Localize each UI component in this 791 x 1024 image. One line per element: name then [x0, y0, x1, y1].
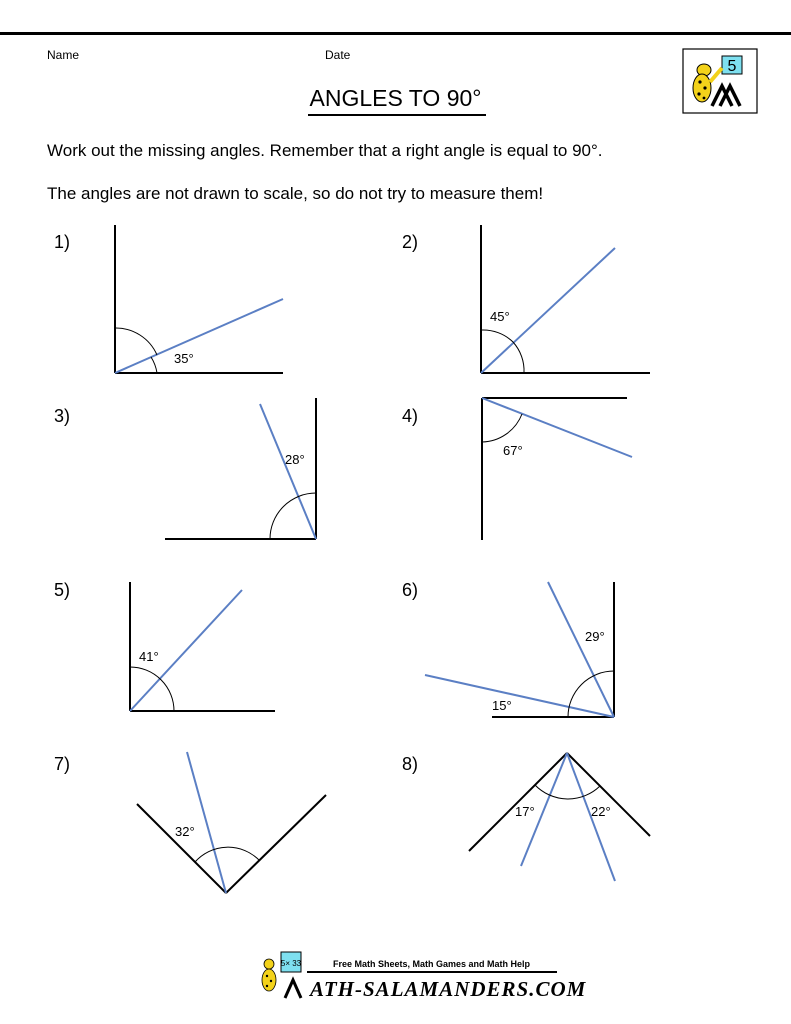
- q3-angle-label: 28°: [285, 452, 305, 467]
- name-label: Name: [47, 48, 80, 62]
- figure-3: [165, 398, 316, 539]
- date-label: Date: [325, 48, 351, 62]
- q1-angle-label: 35°: [174, 351, 194, 366]
- figure-1: [115, 225, 283, 373]
- instruction-line-2: The angles are not drawn to scale, so do not try to measure them!: [47, 184, 544, 203]
- question-8-number: 8): [402, 754, 419, 774]
- figure-4: [482, 398, 632, 540]
- q8-angle-label-a: 17°: [515, 804, 535, 819]
- footer-rule: [307, 971, 557, 973]
- q8-angle-label-b: 22°: [591, 804, 611, 819]
- q4-angle-label: 67°: [503, 443, 523, 458]
- figure-5: [130, 582, 275, 711]
- footer-brand: ATH-SALAMANDERS.COM: [310, 977, 587, 1001]
- q2-angle-label: 45°: [490, 309, 510, 324]
- page-title: ANGLES TO 90°: [309, 85, 482, 111]
- question-1-number: 1): [54, 232, 71, 252]
- q7-angle-label: 32°: [175, 824, 195, 839]
- figure-8: [469, 753, 650, 881]
- grade-badge-text: 5: [727, 58, 737, 75]
- figure-7: [137, 752, 326, 893]
- question-3-number: 3): [54, 406, 71, 426]
- question-4-number: 4): [402, 406, 419, 426]
- question-6-number: 6): [402, 580, 419, 600]
- footer-tagline: Free Math Sheets, Math Games and Math Help: [333, 959, 531, 969]
- question-7-number: 7): [54, 754, 71, 774]
- footer-logo-badge: 5× 33: [280, 959, 302, 968]
- q5-angle-label: 41°: [139, 649, 159, 664]
- footer-salamander-icon: [259, 950, 307, 1002]
- figure-2: [481, 225, 650, 373]
- question-2-number: 2): [402, 232, 419, 252]
- figure-6: [425, 582, 614, 717]
- instruction-line-1: Work out the missing angles. Remember that a right angle is equal to 90°.: [47, 141, 603, 160]
- q6-angle-label-a: 29°: [585, 629, 605, 644]
- question-5-number: 5): [54, 580, 71, 600]
- q6-angle-label-b: 15°: [492, 698, 512, 713]
